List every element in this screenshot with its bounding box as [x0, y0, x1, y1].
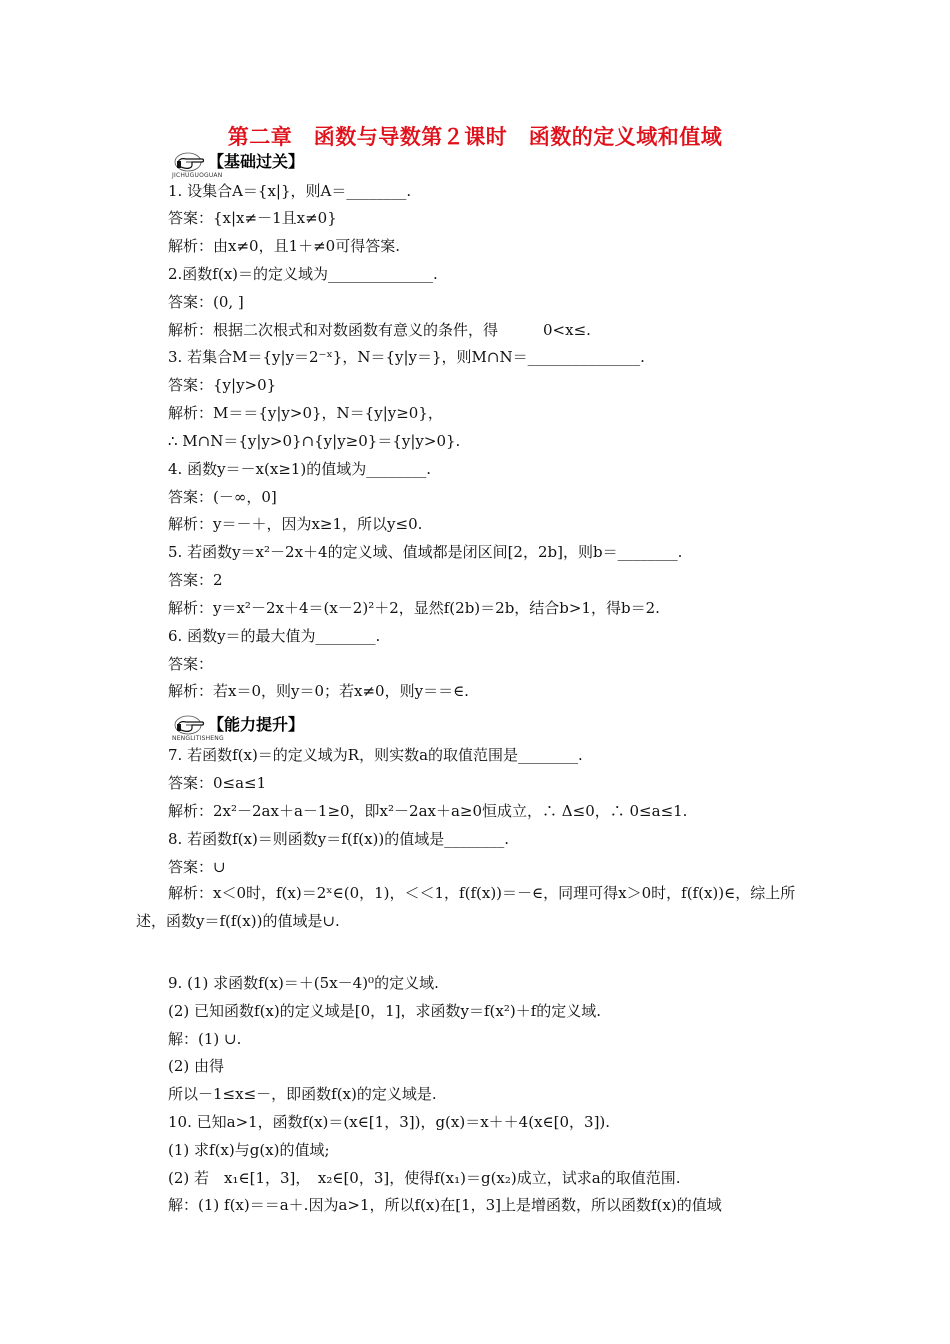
- section-label: 【能力提升】: [208, 715, 305, 734]
- text-line: 解析：2x²－2ax＋a－1≥0，即x²－2ax＋a≥0恒成立，∴ Δ≤0，∴ 0≤a≤1.: [168, 802, 688, 820]
- text-line: 解：(1) ∪.: [168, 1030, 242, 1048]
- text-line: ∴ M∩N＝{y|y>0}∩{y|y≥0}＝{y|y>0}.: [168, 432, 461, 450]
- text-line: 解析：y＝x²－2x＋4＝(x－2)²＋2，显然f(2b)＝2b，结合b>1，得b＝2.: [168, 599, 660, 617]
- text-line: 答案：{y|y>0}: [168, 376, 277, 394]
- text-line: 答案：: [168, 655, 214, 673]
- text-line: 解析：由x≠0，且1＋≠0可得答案.: [168, 237, 400, 255]
- pointing-hand-icon: [174, 713, 208, 735]
- text-line: 4. 函数y＝－x(x≥1)的值域为________.: [168, 460, 432, 478]
- text-line: 所以－1≤x≤－，即函数f(x)的定义域是.: [168, 1085, 437, 1103]
- section-header-basic: [174, 148, 374, 178]
- text-line: 解析：根据二次根式和对数函数有意义的条件，得 0<x≤.: [168, 321, 591, 339]
- section-header-advanced: [174, 711, 374, 741]
- text-line: 答案：2: [168, 571, 223, 589]
- text-line: 解：(1) f(x)＝＝a＋.因为a>1，所以f(x)在[1，3]上是增函数，所以函数f(x)的值域: [168, 1196, 722, 1214]
- text-line: 3. 若集合M＝{y|y＝2⁻ˣ}，N＝{y|y＝}，则M∩N＝_______________.: [168, 348, 645, 366]
- text-line: 5. 若函数y＝x²－2x＋4的定义域、值域都是闭区间[2，2b]，则b＝________.: [168, 543, 683, 561]
- text-line: 答案：(－∞，0]: [168, 488, 277, 506]
- text-line: 解析：M＝＝{y|y>0}，N＝{y|y≥0}，: [168, 404, 443, 422]
- text-line: 8. 若函数f(x)＝则函数y＝f(f(x))的值域是________.: [168, 830, 510, 848]
- text-line: 2.函数f(x)＝的定义域为______________.: [168, 265, 438, 283]
- text-line: 1. 设集合A＝{x|}，则A＝________.: [168, 182, 412, 200]
- text-line: 答案：(0, ]: [168, 293, 244, 311]
- text-line: 答案：{x|x≠－1且x≠0}: [168, 209, 337, 227]
- text-line: (1) 求f(x)与g(x)的值域;: [168, 1141, 330, 1159]
- text-line: (2) 若 x₁∈[1，3]， x₂∈[0，3]，使得f(x₁)＝g(x₂)成立，试求a的取值范围.: [168, 1169, 681, 1187]
- text-line: 解析：若x＝0，则y＝0；若x≠0，则y＝＝∈.: [168, 682, 469, 700]
- text-line: 答案：0≤a≤1: [168, 774, 267, 792]
- text-line: 7. 若函数f(x)＝的定义域为R，则实数a的取值范围是________.: [168, 746, 583, 764]
- text-line: 9. (1) 求函数f(x)＝＋(5x－4)⁰的定义域.: [168, 974, 439, 992]
- text-line: 答案：∪: [168, 858, 226, 876]
- section-pinyin: NENGLITISHENG: [172, 735, 224, 742]
- text-line: (2) 已知函数f(x)的定义域是[0，1]，求函数y＝f(x²)＋f的定义域.: [168, 1002, 602, 1020]
- page-title: 第二章 函数与导数第２课时 函数的定义域和值域: [227, 125, 723, 149]
- text-line: 解析：y＝－＋，因为x≥1，所以y≤0.: [168, 515, 423, 533]
- section-label: 【基础过关】: [208, 152, 305, 171]
- text-line: 10. 已知a>1，函数f(x)＝(x∈[1，3])，g(x)＝x＋＋4(x∈[0，3]).: [168, 1113, 611, 1131]
- paragraph-text: 解析：x＜0时，f(x)＝2ˣ∈(0，1)，＜＜1，f(f(x))＝－∈，同理可得x＞0时，f(f(x))∈，综上所述，函数y＝f(f(x))的值域是∪.: [136, 884, 796, 930]
- text-line: (2) 由得: [168, 1057, 225, 1075]
- paragraph-analysis-8: [136, 879, 822, 935]
- section-pinyin: JICHUGUOGUAN: [172, 172, 223, 179]
- pointing-hand-icon: [174, 150, 208, 172]
- text-line: 6. 函数y＝的最大值为________.: [168, 627, 381, 645]
